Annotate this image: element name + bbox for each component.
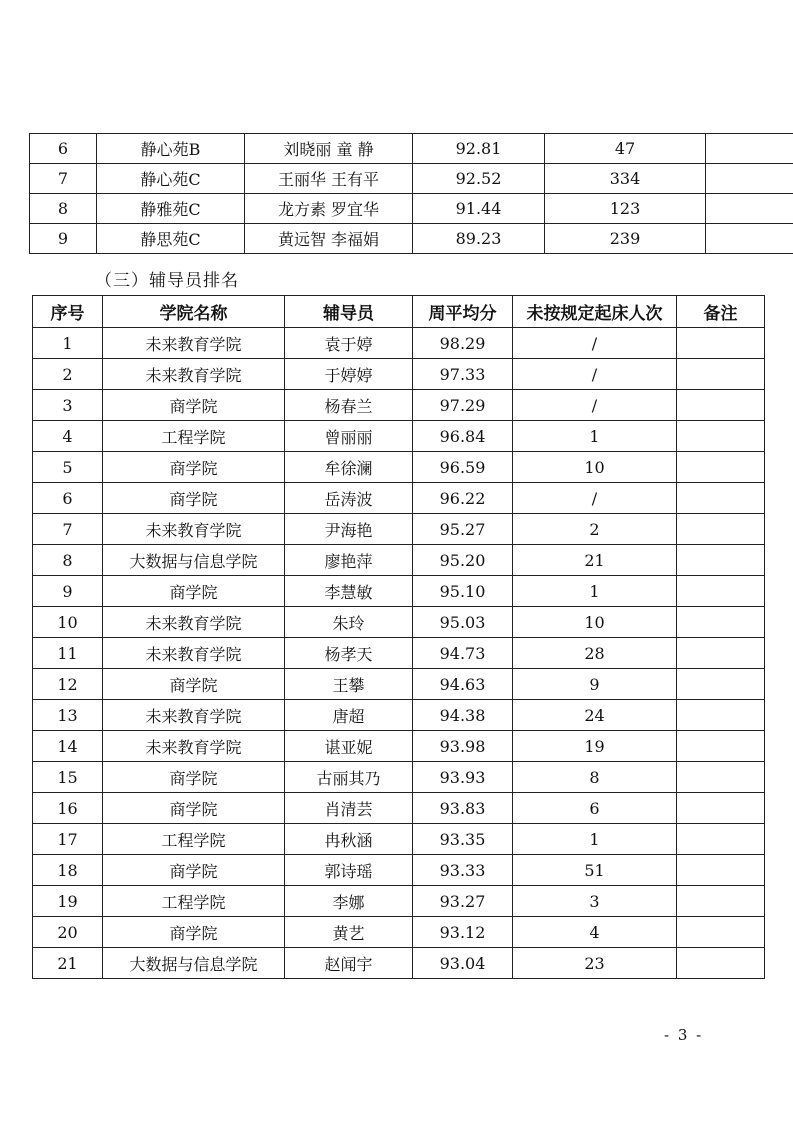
table-row: [33, 824, 765, 855]
cell-count: 334: [545, 164, 706, 194]
cell-note: [677, 390, 765, 421]
table-row: [33, 669, 765, 700]
cell-score: 93.98: [413, 731, 513, 762]
cell-college: 未来教育学院: [103, 607, 285, 638]
cell-score: 94.73: [413, 638, 513, 669]
cell-count: 24: [513, 700, 677, 731]
cell-managers: 刘晓丽 童 静: [245, 134, 413, 164]
cell-note: [677, 948, 765, 979]
cell-college: 工程学院: [103, 886, 285, 917]
cell-no: 6: [33, 483, 103, 514]
cell-score: 94.38: [413, 700, 513, 731]
cell-no: 8: [33, 545, 103, 576]
cell-score: 91.44: [413, 194, 545, 224]
cell-count: 10: [513, 607, 677, 638]
cell-score: 97.29: [413, 390, 513, 421]
cell-counselor: 肖清芸: [285, 793, 413, 824]
cell-score: 92.52: [413, 164, 545, 194]
cell-count: 10: [513, 452, 677, 483]
table-row: [33, 359, 765, 390]
cell-no: 7: [33, 514, 103, 545]
cell-note: [677, 545, 765, 576]
table-row: [33, 483, 765, 514]
cell-college: 商学院: [103, 793, 285, 824]
cell-no: 4: [33, 421, 103, 452]
cell-score: 96.59: [413, 452, 513, 483]
cell-counselor: 于婷婷: [285, 359, 413, 390]
table-row: [33, 700, 765, 731]
cell-score: 95.10: [413, 576, 513, 607]
cell-college: 未来教育学院: [103, 700, 285, 731]
cell-count: 2: [513, 514, 677, 545]
section-heading: （三）辅导员排名: [95, 271, 239, 291]
cell-counselor: 朱玲: [285, 607, 413, 638]
header-college: 学院名称: [103, 296, 285, 328]
table-row: [33, 886, 765, 917]
cell-dorm: 静心苑B: [97, 134, 245, 164]
table-header-row: [33, 296, 765, 328]
cell-college: 工程学院: [103, 824, 285, 855]
cell-counselor: 李慧敏: [285, 576, 413, 607]
cell-note: [677, 452, 765, 483]
cell-score: 95.03: [413, 607, 513, 638]
counselor-ranking-body: [33, 328, 765, 979]
cell-college: 大数据与信息学院: [103, 545, 285, 576]
cell-count: 239: [545, 224, 706, 254]
cell-count: 51: [513, 855, 677, 886]
cell-college: 商学院: [103, 452, 285, 483]
cell-college: 商学院: [103, 669, 285, 700]
cell-college: 商学院: [103, 855, 285, 886]
header-late-count: 未按规定起床人次: [513, 296, 677, 328]
cell-college: 大数据与信息学院: [103, 948, 285, 979]
cell-no: 14: [33, 731, 103, 762]
header-no: 序号: [33, 296, 103, 328]
cell-counselor: 岳涛波: [285, 483, 413, 514]
cell-count: 3: [513, 886, 677, 917]
cell-counselor: 郭诗瑶: [285, 855, 413, 886]
cell-note: [677, 762, 765, 793]
cell-no: 15: [33, 762, 103, 793]
cell-note: [677, 824, 765, 855]
table-row: [33, 917, 765, 948]
table-row: [30, 164, 793, 194]
cell-note: [677, 793, 765, 824]
cell-count: 28: [513, 638, 677, 669]
cell-note: [677, 607, 765, 638]
cell-note: [677, 638, 765, 669]
cell-note: [677, 359, 765, 390]
cell-count: /: [513, 483, 677, 514]
cell-count: 1: [513, 576, 677, 607]
cell-note: [677, 483, 765, 514]
cell-count: 19: [513, 731, 677, 762]
cell-no: 13: [33, 700, 103, 731]
cell-college: 商学院: [103, 576, 285, 607]
cell-note: [706, 224, 793, 254]
cell-counselor: 赵闻宇: [285, 948, 413, 979]
cell-note: [677, 700, 765, 731]
table-row: [33, 731, 765, 762]
cell-note: [677, 576, 765, 607]
cell-no: 5: [33, 452, 103, 483]
cell-note: [677, 886, 765, 917]
cell-counselor: 唐超: [285, 700, 413, 731]
cell-college: 工程学院: [103, 421, 285, 452]
table-row: [30, 194, 793, 224]
cell-dorm: 静心苑C: [97, 164, 245, 194]
cell-no: 20: [33, 917, 103, 948]
cell-score: 93.93: [413, 762, 513, 793]
header-weekly-average: 周平均分: [413, 296, 513, 328]
cell-no: 19: [33, 886, 103, 917]
table-row: [33, 545, 765, 576]
cell-college: 商学院: [103, 483, 285, 514]
cell-managers: 黄远智 李福娟: [245, 224, 413, 254]
cell-counselor: 曾丽丽: [285, 421, 413, 452]
cell-count: 123: [545, 194, 706, 224]
cell-counselor: 袁于婷: [285, 328, 413, 359]
cell-counselor: 谌亚妮: [285, 731, 413, 762]
cell-note: [706, 194, 793, 224]
cell-score: 96.22: [413, 483, 513, 514]
cell-college: 未来教育学院: [103, 328, 285, 359]
cell-score: 96.84: [413, 421, 513, 452]
cell-counselor: 王攀: [285, 669, 413, 700]
dorm-ranking-table: [29, 133, 793, 254]
cell-count: 9: [513, 669, 677, 700]
table-row: [33, 576, 765, 607]
cell-score: 89.23: [413, 224, 545, 254]
cell-score: 93.33: [413, 855, 513, 886]
header-counselor: 辅导员: [285, 296, 413, 328]
cell-counselor: 廖艳萍: [285, 545, 413, 576]
cell-no: 21: [33, 948, 103, 979]
cell-no: 9: [33, 576, 103, 607]
table-row: [33, 607, 765, 638]
cell-managers: 龙方素 罗宜华: [245, 194, 413, 224]
cell-count: /: [513, 359, 677, 390]
cell-score: 93.04: [413, 948, 513, 979]
cell-note: [677, 731, 765, 762]
cell-score: 95.27: [413, 514, 513, 545]
cell-counselor: 冉秋涵: [285, 824, 413, 855]
cell-count: 6: [513, 793, 677, 824]
cell-note: [677, 917, 765, 948]
cell-counselor: 古丽其乃: [285, 762, 413, 793]
cell-no: 2: [33, 359, 103, 390]
cell-counselor: 杨孝天: [285, 638, 413, 669]
table-row: [33, 638, 765, 669]
cell-college: 商学院: [103, 917, 285, 948]
cell-count: 1: [513, 421, 677, 452]
cell-score: 98.29: [413, 328, 513, 359]
dorm-ranking-body: [30, 134, 793, 254]
cell-college: 未来教育学院: [103, 731, 285, 762]
cell-dorm: 静思苑C: [97, 224, 245, 254]
table-row: [33, 762, 765, 793]
cell-score: 93.35: [413, 824, 513, 855]
cell-no: 8: [30, 194, 97, 224]
cell-note: [677, 514, 765, 545]
cell-count: 8: [513, 762, 677, 793]
cell-count: 1: [513, 824, 677, 855]
counselor-ranking-table: [32, 295, 765, 979]
cell-no: 10: [33, 607, 103, 638]
cell-no: 16: [33, 793, 103, 824]
cell-dorm: 静雅苑C: [97, 194, 245, 224]
cell-counselor: 牟徐澜: [285, 452, 413, 483]
cell-no: 18: [33, 855, 103, 886]
table-row: [33, 855, 765, 886]
cell-score: 93.83: [413, 793, 513, 824]
cell-count: /: [513, 390, 677, 421]
cell-count: 47: [545, 134, 706, 164]
cell-no: 9: [30, 224, 97, 254]
cell-college: 商学院: [103, 762, 285, 793]
cell-college: 未来教育学院: [103, 359, 285, 390]
page-number: - 3 -: [664, 1026, 704, 1044]
cell-no: 12: [33, 669, 103, 700]
cell-score: 97.33: [413, 359, 513, 390]
cell-counselor: 杨春兰: [285, 390, 413, 421]
cell-score: 95.20: [413, 545, 513, 576]
cell-count: /: [513, 328, 677, 359]
table-row: [33, 390, 765, 421]
cell-no: 17: [33, 824, 103, 855]
cell-count: 23: [513, 948, 677, 979]
cell-counselor: 黄艺: [285, 917, 413, 948]
cell-score: 94.63: [413, 669, 513, 700]
cell-managers: 王丽华 王有平: [245, 164, 413, 194]
table-row: [33, 328, 765, 359]
cell-no: 1: [33, 328, 103, 359]
table-row: [30, 134, 793, 164]
cell-no: 3: [33, 390, 103, 421]
cell-score: 93.12: [413, 917, 513, 948]
table-row: [33, 421, 765, 452]
cell-college: 未来教育学院: [103, 514, 285, 545]
cell-college: 未来教育学院: [103, 638, 285, 669]
cell-count: 21: [513, 545, 677, 576]
cell-note: [677, 328, 765, 359]
cell-no: 6: [30, 134, 97, 164]
cell-note: [677, 855, 765, 886]
table-row: [33, 514, 765, 545]
cell-no: 7: [30, 164, 97, 194]
cell-note: [677, 421, 765, 452]
cell-score: 92.81: [413, 134, 545, 164]
cell-counselor: 李娜: [285, 886, 413, 917]
table-row: [33, 948, 765, 979]
cell-score: 93.27: [413, 886, 513, 917]
header-note: 备注: [677, 296, 765, 328]
cell-count: 4: [513, 917, 677, 948]
cell-note: [706, 134, 793, 164]
cell-no: 11: [33, 638, 103, 669]
cell-college: 商学院: [103, 390, 285, 421]
table-row: [30, 224, 793, 254]
cell-note: [706, 164, 793, 194]
cell-note: [677, 669, 765, 700]
cell-counselor: 尹海艳: [285, 514, 413, 545]
table-row: [33, 793, 765, 824]
table-row: [33, 452, 765, 483]
